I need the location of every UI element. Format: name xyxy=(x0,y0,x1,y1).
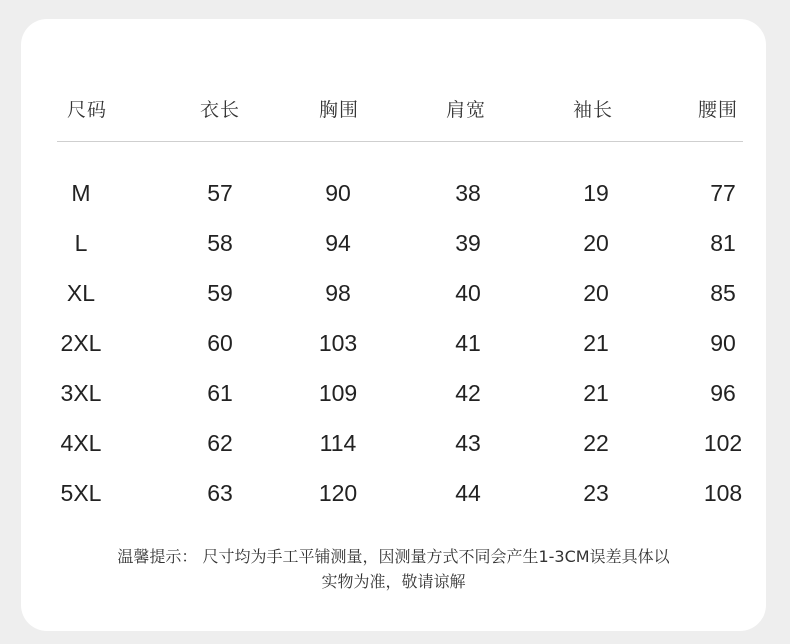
cell-chest: 94 xyxy=(325,230,351,256)
cell-length: 61 xyxy=(207,380,233,406)
cell-shoulder: 41 xyxy=(455,330,481,356)
cell-waist: 81 xyxy=(710,230,736,256)
cell-length: 57 xyxy=(207,180,233,206)
cell-size: 4XL xyxy=(60,430,102,456)
cell-size: 2XL xyxy=(60,330,102,356)
cell-shoulder: 40 xyxy=(455,280,481,306)
cell-size: XL xyxy=(66,280,96,306)
header-shoulder: 肩宽 xyxy=(445,99,486,121)
cell-shoulder: 42 xyxy=(455,380,481,406)
table-row xyxy=(21,378,766,408)
cell-sleeve: 22 xyxy=(583,430,609,456)
cell-length: 63 xyxy=(207,480,233,506)
note-line-1: 温馨提示： 尺寸均为手工平铺测量，因测量方式不同会产生1-3CM误差具体以 xyxy=(117,547,670,566)
cell-sleeve: 20 xyxy=(583,280,609,306)
table-header-row xyxy=(21,97,766,123)
header-chest: 胸围 xyxy=(318,99,359,121)
cell-chest: 109 xyxy=(318,380,358,406)
cell-chest: 120 xyxy=(318,480,358,506)
cell-waist: 96 xyxy=(710,380,736,406)
table-row xyxy=(21,328,766,358)
cell-size: M xyxy=(71,180,91,206)
cell-shoulder: 44 xyxy=(455,480,481,506)
header-divider xyxy=(57,141,743,142)
header-length: 衣长 xyxy=(199,99,240,121)
cell-sleeve: 20 xyxy=(583,230,609,256)
table-row xyxy=(21,178,766,208)
cell-waist: 90 xyxy=(710,330,736,356)
cell-shoulder: 38 xyxy=(455,180,481,206)
cell-size: 5XL xyxy=(60,480,102,506)
measurement-note xyxy=(41,544,746,594)
cell-sleeve: 23 xyxy=(583,480,609,506)
cell-length: 62 xyxy=(207,430,233,456)
table-row xyxy=(21,228,766,258)
table-row xyxy=(21,278,766,308)
cell-waist: 85 xyxy=(710,280,736,306)
cell-sleeve: 19 xyxy=(583,180,609,206)
header-size: 尺码 xyxy=(66,99,107,121)
table-row xyxy=(21,478,766,508)
cell-length: 59 xyxy=(207,280,233,306)
cell-sleeve: 21 xyxy=(583,330,609,356)
cell-size: L xyxy=(74,230,88,256)
header-sleeve: 袖长 xyxy=(572,99,613,121)
cell-length: 60 xyxy=(207,330,233,356)
cell-waist: 102 xyxy=(703,430,743,456)
size-chart-card xyxy=(21,19,766,631)
cell-chest: 98 xyxy=(325,280,351,306)
note-line-2: 实物为准，敬请谅解 xyxy=(321,572,466,591)
cell-sleeve: 21 xyxy=(583,380,609,406)
cell-length: 58 xyxy=(207,230,233,256)
cell-waist: 108 xyxy=(703,480,743,506)
cell-size: 3XL xyxy=(60,380,102,406)
cell-shoulder: 43 xyxy=(455,430,481,456)
cell-shoulder: 39 xyxy=(455,230,481,256)
cell-chest: 103 xyxy=(318,330,358,356)
table-row xyxy=(21,428,766,458)
header-waist: 腰围 xyxy=(697,99,738,121)
cell-chest: 90 xyxy=(325,180,351,206)
cell-chest: 114 xyxy=(319,430,357,456)
cell-waist: 77 xyxy=(710,180,736,206)
